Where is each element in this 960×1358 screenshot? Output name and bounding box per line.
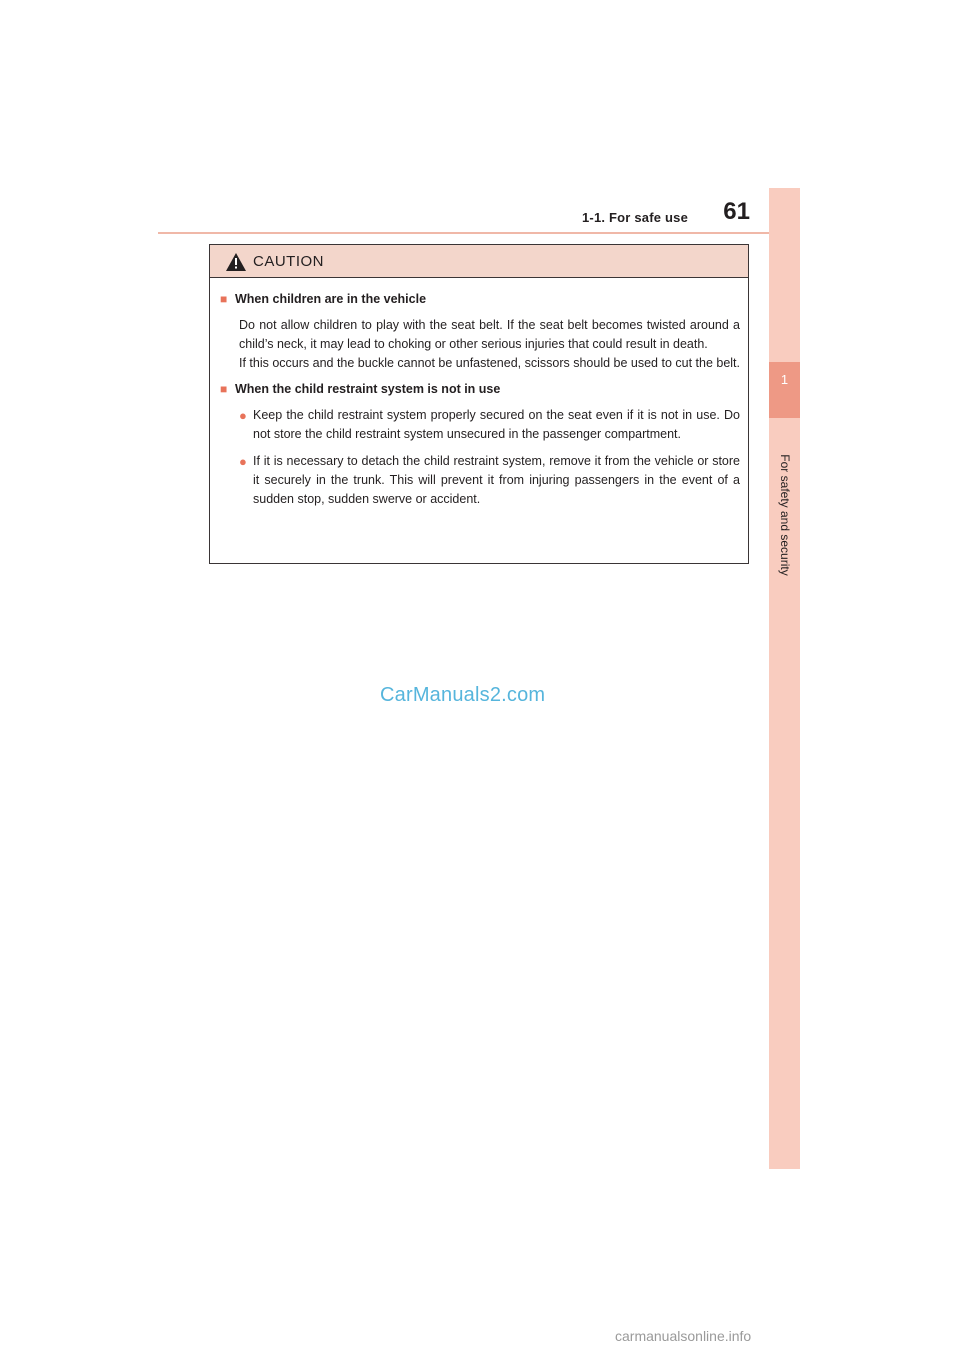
paragraph: If this occurs and the buckle cannot be unfastened, scissors should be used to cut the belt.	[239, 356, 741, 370]
chapter-title-container	[769, 430, 800, 600]
chapter-number: 1	[780, 372, 789, 387]
list-item-text: If it is necessary to detach the child restraint system, remove it from the vehicle or store it securely in the trunk. This will prevent it from injuring passengers in the event of a sudden stop, sudden swerve or accident.	[253, 454, 740, 506]
watermark-link[interactable]: CarManuals2.com	[380, 684, 546, 706]
square-bullet-icon: ■	[220, 292, 228, 306]
warning-icon	[226, 253, 246, 271]
list-item	[239, 452, 740, 509]
square-bullet-icon: ■	[220, 382, 228, 396]
header-section-title: 1-1. For safe use	[582, 210, 688, 225]
page-number: 61	[723, 198, 750, 225]
chapter-title: For safety and security	[777, 454, 792, 576]
caution-header	[210, 245, 748, 278]
paragraph: Do not allow children to play with the seat belt. If the seat belt becomes twisted around a child’s neck, it may lead to choking or other serious injuries that could result in death.	[239, 318, 740, 351]
side-tab	[769, 188, 800, 1169]
footer-watermark: carmanualsonline.info	[615, 1328, 752, 1344]
section-heading-text: When the child restraint system is not in use	[235, 382, 501, 396]
caution-box	[209, 244, 749, 564]
caution-title: CAUTION	[253, 253, 324, 270]
list-item	[239, 406, 740, 444]
list-item-text: Keep the child restraint system properly secured on the seat even if it is not in use. Do not store the child restraint system unsecured in the passenger compartment.	[253, 408, 740, 441]
side-tab-active-chapter	[769, 362, 800, 418]
circle-bullet-icon: ●	[239, 408, 247, 423]
section-heading-text: When children are in the vehicle	[235, 292, 427, 306]
section-heading-children-in-vehicle	[220, 290, 740, 309]
section-heading-restraint-not-in-use	[220, 380, 740, 399]
section-body	[239, 316, 740, 373]
caution-body	[210, 278, 748, 509]
circle-bullet-icon: ●	[239, 454, 247, 469]
header-rule	[158, 232, 798, 234]
